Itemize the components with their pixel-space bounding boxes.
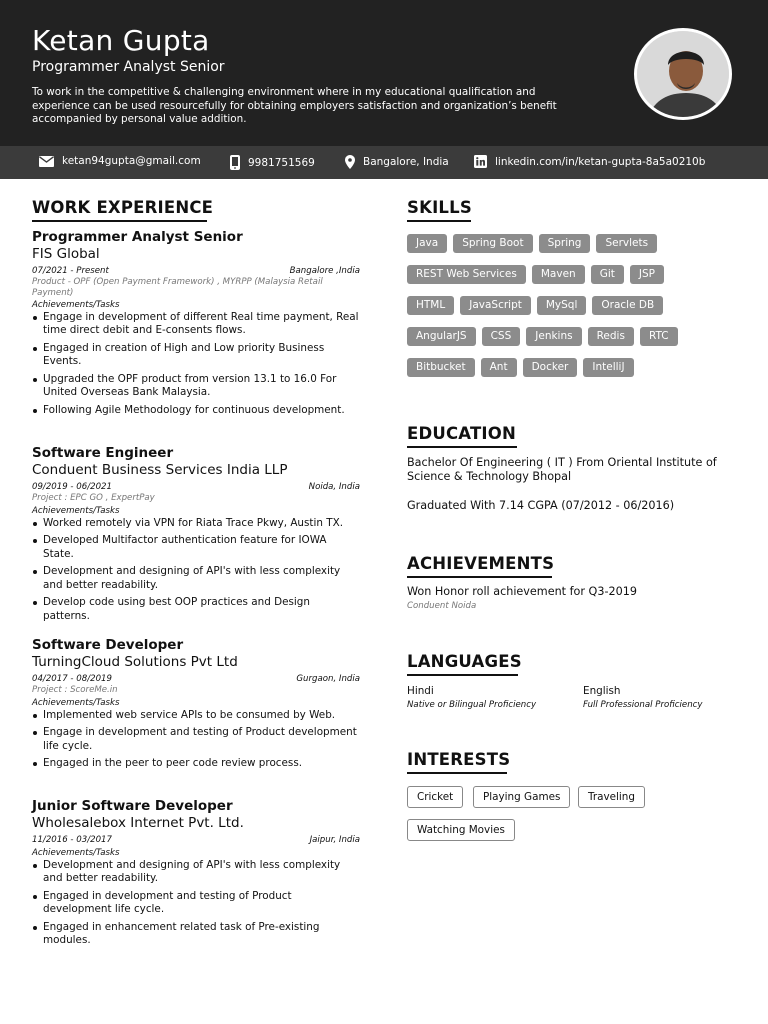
contact-linkedin[interactable]: [474, 155, 705, 168]
job-bullets: [32, 709, 360, 771]
skill-tag: CSS: [482, 327, 521, 346]
location-text: Bangalore, India: [363, 156, 449, 168]
achievements-label: Achievements/Tasks: [32, 697, 120, 708]
career-summary: To work in the competitive & challenging environment where in my educational qualification and experience can be used resourcefully for obtaining employers satisfaction and organization’s benefit accompanied by personal value addition.: [32, 86, 557, 125]
job-project: Project : EPC GO , ExpertPay: [32, 493, 155, 503]
interest-tag: Cricket: [407, 786, 463, 808]
job-dates: 09/2019 - 06/2021: [32, 482, 112, 492]
skill-row: [407, 358, 640, 377]
list-item: Engaged in creation of High and Low priority Business Events.: [32, 342, 360, 368]
skill-tag: Servlets: [596, 234, 657, 253]
skill-tag: REST Web Services: [407, 265, 526, 284]
language-name: Hindi: [407, 685, 434, 697]
skill-tag: Java: [407, 234, 447, 253]
job-project: Product - OPF (Open Payment Framework) , MYRPP (Malaysia Retail Payment): [32, 277, 323, 298]
interest-tag: Playing Games: [473, 786, 570, 808]
job-meta: [32, 481, 360, 493]
skill-tag: JavaScript: [460, 296, 531, 315]
skill-tag: Docker: [523, 358, 578, 377]
skill-tag: Oracle DB: [592, 296, 663, 315]
skill-tag: JSP: [630, 265, 664, 284]
job-entry: [32, 445, 360, 627]
skill-tag: IntelliJ: [583, 358, 633, 377]
list-item: Worked remotely via VPN for Riata Trace Pkwy, Austin TX.: [32, 517, 360, 530]
job-location: Noida, India: [308, 482, 360, 492]
linkedin-icon: [474, 155, 487, 168]
list-item: Develop code using best OOP practices and Design patterns.: [32, 596, 360, 622]
job-company: FIS Global: [32, 246, 100, 262]
resume-header: [0, 0, 768, 146]
list-item: Upgraded the OPF product from version 13.1 to 16.0 For United Overseas Bank Malaysia.: [32, 373, 360, 399]
list-item: Implemented web service APIs to be consumed by Web.: [32, 709, 360, 722]
achievements-label: Achievements/Tasks: [32, 848, 120, 858]
skill-tag: Spring Boot: [453, 234, 532, 253]
language-level: Full Professional Proficiency: [583, 700, 703, 710]
language-item: [583, 685, 702, 710]
job-entry: [32, 798, 360, 952]
languages-heading: LANGUAGES: [407, 652, 518, 676]
job-entry: [32, 637, 360, 775]
achievement-title: Won Honor roll achievement for Q3-2019: [407, 585, 637, 598]
job-location: Gurgaon, India: [296, 674, 360, 684]
skill-tag: Bitbucket: [407, 358, 475, 377]
job-location: Bangalore ,India: [289, 266, 360, 276]
interest-tag: Traveling: [578, 786, 645, 808]
job-bullets: [32, 859, 360, 947]
phone-text: 9981751569: [248, 156, 315, 169]
job-entry: [32, 229, 360, 422]
candidate-name: Ketan Gupta: [32, 24, 210, 57]
list-item: Engaged in the peer to peer code review process.: [32, 757, 360, 770]
job-dates: 07/2021 - Present: [32, 266, 109, 276]
email-text: ketan94gupta@gmail.com: [62, 155, 201, 167]
job-project: Project : ScoreMe.in: [32, 685, 118, 695]
education-degree: Bachelor Of Engineering ( IT ) From Oriental Institute of Science & Technology Bhopal: [407, 456, 717, 483]
job-bullets: [32, 517, 360, 623]
job-title: Software Developer: [32, 637, 184, 653]
linkedin-text: linkedin.com/in/ketan-gupta-8a5a0210b: [495, 155, 706, 168]
contact-email[interactable]: [39, 155, 201, 167]
candidate-title: Programmer Analyst Senior: [32, 59, 225, 75]
job-meta: [32, 265, 360, 277]
profile-photo: [634, 28, 732, 120]
list-item: Development and designing of API's with less complexity and better readability.: [32, 859, 360, 885]
list-item: Following Agile Methodology for continuous development.: [32, 404, 360, 417]
interests-heading: INTERESTS: [407, 750, 507, 774]
skill-tag: Maven: [532, 265, 585, 284]
job-meta: [32, 673, 360, 685]
job-dates: 11/2016 - 03/2017: [32, 835, 112, 845]
list-item: Engaged in enhancement related task of Pre-existing modules.: [32, 921, 360, 947]
job-location: Jaipur, India: [309, 835, 360, 845]
skill-row: [407, 327, 684, 346]
job-title: Programmer Analyst Senior: [32, 229, 243, 245]
skill-tag: Spring: [539, 234, 591, 253]
skill-tag: Git: [591, 265, 624, 284]
work-experience-heading: WORK EXPERIENCE: [32, 198, 207, 222]
list-item: Engage in development of different Real time payment, Real time direct debit and E-consents flows.: [32, 311, 360, 337]
skill-tag: Redis: [588, 327, 634, 346]
skill-tag: AngularJS: [407, 327, 476, 346]
language-level: Native or Bilingual Proficiency: [407, 700, 537, 710]
job-company: Wholesalebox Internet Pvt. Ltd.: [32, 815, 244, 831]
job-bullets: [32, 311, 360, 417]
language-name: English: [583, 685, 621, 697]
list-item: Developed Multifactor authentication feature for IOWA State.: [32, 534, 360, 560]
contact-phone[interactable]: [230, 155, 315, 170]
achievements-label: Achievements/Tasks: [32, 505, 120, 516]
list-item: Engaged in development and testing of Product development life cycle.: [32, 890, 360, 916]
achievement-org: Conduent Noida: [407, 601, 477, 611]
achievements-heading: ACHIEVEMENTS: [407, 554, 552, 578]
profile-avatar-icon: [637, 31, 732, 120]
skill-tag: RTC: [640, 327, 678, 346]
job-company: Conduent Business Services India LLP: [32, 462, 288, 478]
achievements-label: Achievements/Tasks: [32, 300, 120, 310]
job-title: Junior Software Developer: [32, 798, 233, 814]
list-item: Engage in development and testing of Product development life cycle.: [32, 726, 360, 752]
skill-tag: HTML: [407, 296, 454, 315]
interest-tag: Watching Movies: [407, 819, 515, 841]
list-item: Development and designing of API's with less complexity and better readability.: [32, 565, 360, 591]
skill-tag: Jenkins: [526, 327, 581, 346]
job-title: Software Engineer: [32, 445, 174, 461]
skill-tag: Ant: [481, 358, 517, 377]
skill-row: [407, 265, 670, 284]
education-heading: EDUCATION: [407, 424, 517, 448]
job-meta: [32, 834, 360, 846]
skill-row: [407, 296, 669, 315]
language-item: [407, 685, 536, 710]
contact-location: [345, 155, 449, 169]
skill-tag: MySql: [537, 296, 587, 315]
email-icon: [39, 156, 54, 167]
job-dates: 04/2017 - 08/2019: [32, 674, 112, 684]
contact-bar: [0, 146, 768, 179]
education-grade: Graduated With 7.14 CGPA (07/2012 - 06/2016): [407, 499, 675, 512]
phone-icon: [230, 155, 240, 170]
location-pin-icon: [345, 155, 355, 169]
job-company: TurningCloud Solutions Pvt Ltd: [32, 654, 238, 670]
skill-row: [407, 234, 663, 253]
skills-heading: SKILLS: [407, 198, 471, 222]
